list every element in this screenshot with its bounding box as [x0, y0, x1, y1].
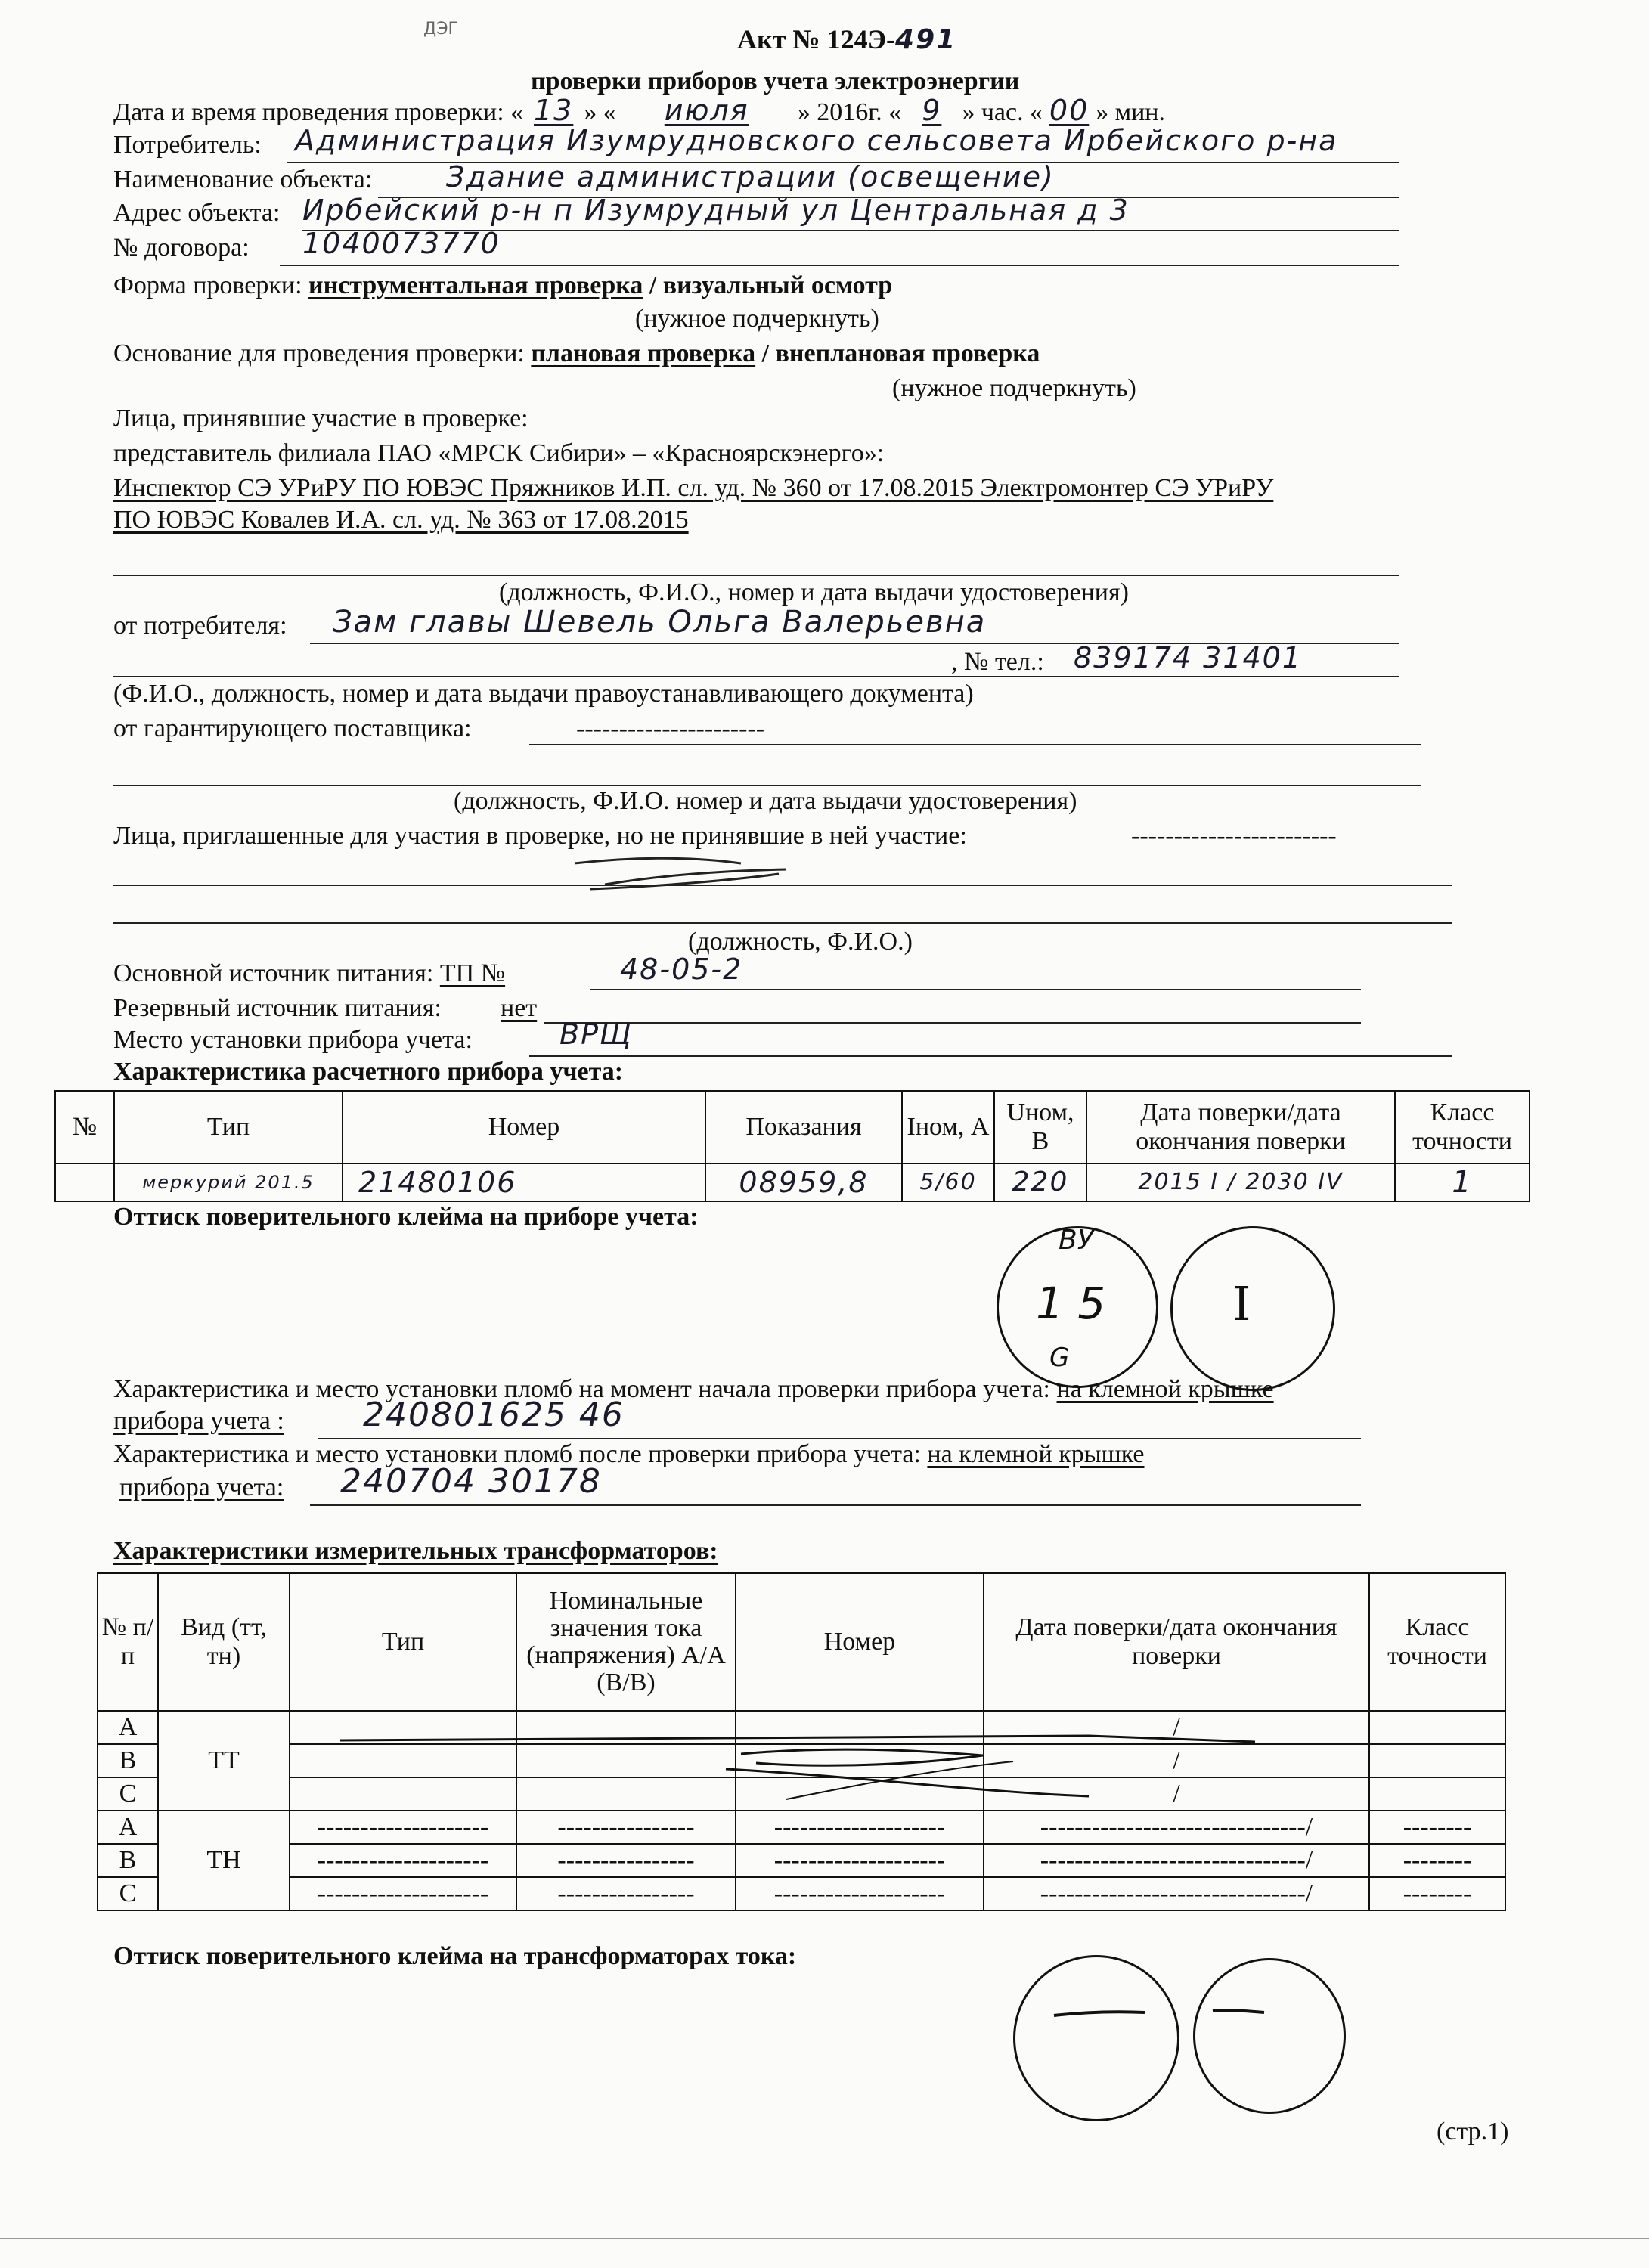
- meter-cell-number[interactable]: 21480106: [343, 1163, 705, 1201]
- seals-after-value[interactable]: 240704 30178: [340, 1462, 602, 1501]
- seals-after-place[interactable]: на клемной крышке: [927, 1440, 1145, 1468]
- seals-before-value[interactable]: 240801625 46: [363, 1396, 625, 1434]
- check-form-hint: (нужное подчеркнуть): [635, 305, 879, 333]
- tr-col-dates: Дата поверки/дата окончания поверки: [984, 1573, 1369, 1711]
- meter-seal-1-mid: 1 5: [1036, 1278, 1106, 1329]
- act-number-handwritten: 491: [895, 24, 957, 55]
- seals-before-row: Характеристика и место установки пломб на момент начала проверки прибора учета: на клемной крышке: [113, 1375, 1274, 1403]
- install-place-label: Место установки прибора учета:: [113, 1026, 473, 1054]
- tt-strike-scribble: [333, 1724, 1285, 1822]
- seals-after-underline: [310, 1504, 1361, 1506]
- meter-col-type: Тип: [114, 1091, 343, 1163]
- tn-kind: ТН: [158, 1811, 290, 1910]
- meter-col-class: Класс точности: [1395, 1091, 1530, 1163]
- act-title: Акт № 124Э-491: [737, 24, 957, 55]
- participants-label: Лица, принявшие участие в проверке:: [113, 404, 528, 432]
- act-subtitle: проверки приборов учета электроэнергии: [531, 67, 1020, 95]
- tr-col-kind: Вид (тт, тн): [158, 1573, 290, 1711]
- participants-line1: Инспектор СЭ УРиРУ ПО ЮВЭС Пряжников И.П. сл. уд. № 360 от 17.08.2015 Электромонтер СЭ УРиРУ: [113, 474, 1274, 502]
- tn-a-number[interactable]: --------------------: [736, 1811, 984, 1844]
- tt-phase-c: C: [98, 1777, 158, 1811]
- tn-b-dates[interactable]: -------------------------------/: [984, 1844, 1369, 1877]
- meter-cell-unom[interactable]: 220: [994, 1163, 1086, 1201]
- meter-seal-2-mark: I: [1232, 1276, 1251, 1331]
- meter-cell-class[interactable]: 1: [1395, 1163, 1530, 1201]
- basis-hint: (нужное подчеркнуть): [892, 374, 1136, 402]
- object-name-value[interactable]: Здание администрации (освещение): [446, 160, 1055, 194]
- meter-col-dates: Дата поверки/дата окончания поверки: [1086, 1091, 1395, 1163]
- minute-field[interactable]: 00: [1049, 94, 1090, 127]
- tn-c-number[interactable]: --------------------: [736, 1877, 984, 1910]
- consumer-rep-phone-label: , № тел.:: [951, 648, 1044, 676]
- tt-seal-1-dash: [1051, 2003, 1149, 2026]
- tr-col-type: Тип: [290, 1573, 516, 1711]
- seals-before-label2: прибора учета :: [113, 1407, 284, 1435]
- main-power-value[interactable]: 48-05-2: [620, 953, 743, 986]
- tn-a-nominal[interactable]: ----------------: [516, 1811, 736, 1844]
- transformers-header-row: [98, 1573, 1505, 1711]
- consumer-rep-value[interactable]: Зам главы Шевель Ольга Валерьевна: [333, 605, 987, 640]
- seals-after-label2: прибора учета:: [119, 1473, 284, 1501]
- meter-col-unom: Uном, В: [994, 1091, 1086, 1163]
- meter-col-number: Номер: [343, 1091, 705, 1163]
- install-place-value[interactable]: ВРЩ: [559, 1018, 633, 1051]
- tn-c-nominal[interactable]: ----------------: [516, 1877, 736, 1910]
- invited-line-2: [113, 922, 1452, 924]
- meter-cell-num[interactable]: [55, 1163, 114, 1201]
- main-power-underline: [590, 989, 1361, 990]
- day-field[interactable]: 13: [534, 94, 574, 127]
- page-number: (стр.1): [1437, 2118, 1509, 2146]
- tn-a-dates[interactable]: -------------------------------/: [984, 1811, 1369, 1844]
- tn-a-class[interactable]: --------: [1369, 1811, 1505, 1844]
- meter-cell-type[interactable]: меркурий 201.5: [114, 1163, 343, 1201]
- contract-label: № договора:: [113, 234, 250, 262]
- meter-cell-reading[interactable]: 08959,8: [705, 1163, 902, 1201]
- meter-col-num: №: [55, 1091, 114, 1163]
- meter-table: [54, 1090, 1530, 1202]
- reserve-power-label: Резервный источник питания:: [113, 994, 442, 1022]
- participants-blank-line: [113, 575, 1399, 576]
- meter-seal-1-bottom: G: [1049, 1343, 1070, 1373]
- reserve-power-value[interactable]: нет: [501, 994, 538, 1022]
- basis-option-unplanned[interactable]: внеплановая проверка: [775, 339, 1040, 367]
- datetime-row: Дата и время проведения проверки: « 13 » « июля » 2016г. « 9 » час. « 00 » мин.: [113, 94, 1165, 127]
- tt-phase-a: A: [98, 1711, 158, 1744]
- meter-col-reading: Показания: [705, 1091, 902, 1163]
- object-address-value[interactable]: Ирбейский р-н п Изумрудный ул Центральная д 3: [302, 194, 1130, 227]
- meter-title: Характеристика расчетного прибора учета:: [113, 1058, 624, 1086]
- invited-hint: (должность, Ф.И.О.): [688, 928, 913, 956]
- check-form-row: Форма проверки: инструментальная проверка / визуальный осмотр: [113, 271, 893, 299]
- consumer-rep-label: от потребителя:: [113, 612, 287, 640]
- main-power-row: Основной источник питания: ТП №: [113, 959, 506, 987]
- tt-c-class[interactable]: [1369, 1777, 1505, 1811]
- tn-b-class[interactable]: --------: [1369, 1844, 1505, 1877]
- meter-header-row: [55, 1091, 1530, 1163]
- tt-kind: ТТ: [158, 1711, 290, 1811]
- tn-c-class[interactable]: --------: [1369, 1877, 1505, 1910]
- reserve-power-underline: [544, 1022, 1361, 1024]
- tn-a-type[interactable]: --------------------: [290, 1811, 516, 1844]
- meter-data-row: [55, 1163, 1530, 1201]
- meter-cell-dates[interactable]: 2015 I / 2030 IV: [1086, 1163, 1395, 1201]
- tn-row-c: [98, 1877, 1505, 1910]
- contract-value[interactable]: 1040073770: [302, 227, 501, 260]
- object-address-label: Адрес объекта:: [113, 199, 281, 227]
- supplier-hint: (должность, Ф.И.О. номер и дата выдачи удостоверения): [454, 787, 1077, 815]
- scan-edge-line: [0, 2238, 1649, 2239]
- tt-phase-b: B: [98, 1744, 158, 1777]
- tt-seal-2-dash: [1210, 2000, 1270, 2023]
- tn-phase-c: C: [98, 1877, 158, 1910]
- contract-underline: [280, 265, 1399, 266]
- tt-seal-circle-1: [1013, 1955, 1179, 2121]
- invited-strike-scribble: [559, 847, 801, 907]
- hour-field[interactable]: 9: [922, 94, 942, 127]
- meter-seal-circle-2: [1170, 1226, 1335, 1391]
- participants-hint: (должность, Ф.И.О., номер и дата выдачи удостоверения): [499, 578, 1129, 606]
- meter-col-inom: Iном, А: [902, 1091, 994, 1163]
- participants-line2: ПО ЮВЭС Ковалев И.А. сл. уд. № 363 от 17.08.2015: [113, 506, 689, 534]
- meter-seal-title: Оттиск поверительного клейма на приборе учета:: [113, 1203, 699, 1231]
- tn-c-dates[interactable]: -------------------------------/: [984, 1877, 1369, 1910]
- check-form-option-visual[interactable]: визуальный осмотр: [662, 271, 893, 299]
- participants-rep-label: представитель филиала ПАО «МРСК Сибири» – «Красноярскэнерго»:: [113, 439, 885, 467]
- consumer-rep-phone[interactable]: 839174 31401: [1074, 641, 1303, 674]
- consumer-rep-phone-underline: [113, 676, 1399, 677]
- basis-option-planned[interactable]: плановая проверка: [531, 339, 756, 367]
- tn-row-b: [98, 1844, 1505, 1877]
- tt-c-dates[interactable]: /: [984, 1777, 1369, 1811]
- supplier-value[interactable]: ----------------------: [576, 714, 765, 742]
- install-place-underline: [529, 1055, 1452, 1057]
- seals-before-place[interactable]: на клемной крышке: [1056, 1375, 1274, 1403]
- basis-row: Основание для проведения проверки: плановая проверка / внеплановая проверка: [113, 339, 1040, 367]
- tr-col-number: Номер: [736, 1573, 984, 1711]
- supplier-underline: [529, 744, 1421, 745]
- tt-a-class[interactable]: [1369, 1711, 1505, 1744]
- tt-seal-title: Оттиск поверительного клейма на трансформаторах тока:: [113, 1942, 797, 1970]
- tt-seal-circle-2: [1193, 1958, 1346, 2114]
- invited-label: Лица, приглашенные для участия в проверке, но не принявшие в ней участие:: [113, 822, 967, 850]
- transformers-title: Характеристики измерительных трансформаторов:: [113, 1537, 718, 1565]
- seals-after-row: Характеристика и место установки пломб после проверки прибора учета: на клемной крышке: [113, 1440, 1145, 1468]
- meter-cell-inom[interactable]: 5/60: [902, 1163, 994, 1201]
- month-field[interactable]: июля: [664, 94, 749, 127]
- tn-phase-b: B: [98, 1844, 158, 1877]
- tr-col-class: Класс точности: [1369, 1573, 1505, 1711]
- meter-seal-1-top: ВУ: [1059, 1225, 1094, 1256]
- corner-stamp: ДЭГ: [423, 20, 458, 39]
- object-name-label: Наименование объекта:: [113, 166, 373, 194]
- consumer-value[interactable]: Администрация Изумрудновского сельсовета Ирбейского р-на: [295, 124, 1338, 157]
- tn-c-type[interactable]: --------------------: [290, 1877, 516, 1910]
- tr-col-num: № п/п: [98, 1573, 158, 1711]
- supplier-label: от гарантирующего поставщика:: [113, 714, 472, 742]
- tt-b-class[interactable]: [1369, 1744, 1505, 1777]
- tt-b-dates[interactable]: /: [984, 1744, 1369, 1777]
- tn-b-number[interactable]: --------------------: [736, 1844, 984, 1877]
- tn-b-type[interactable]: --------------------: [290, 1844, 516, 1877]
- tr-col-nominal: Номинальные значения тока (напряжения) А/А (В/В): [516, 1573, 736, 1711]
- check-form-option-instrumental[interactable]: инструментальная проверка: [308, 271, 643, 299]
- invited-line-1: [113, 885, 1452, 886]
- consumer-rep-hint: (Ф.И.О., должность, номер и дата выдачи правоустанавливающего документа): [113, 680, 974, 708]
- tn-phase-a: A: [98, 1811, 158, 1844]
- tt-a-dates[interactable]: /: [984, 1711, 1369, 1744]
- tn-b-nominal[interactable]: ----------------: [516, 1844, 736, 1877]
- invited-value[interactable]: ------------------------: [1131, 822, 1337, 850]
- consumer-label: Потребитель:: [113, 131, 262, 159]
